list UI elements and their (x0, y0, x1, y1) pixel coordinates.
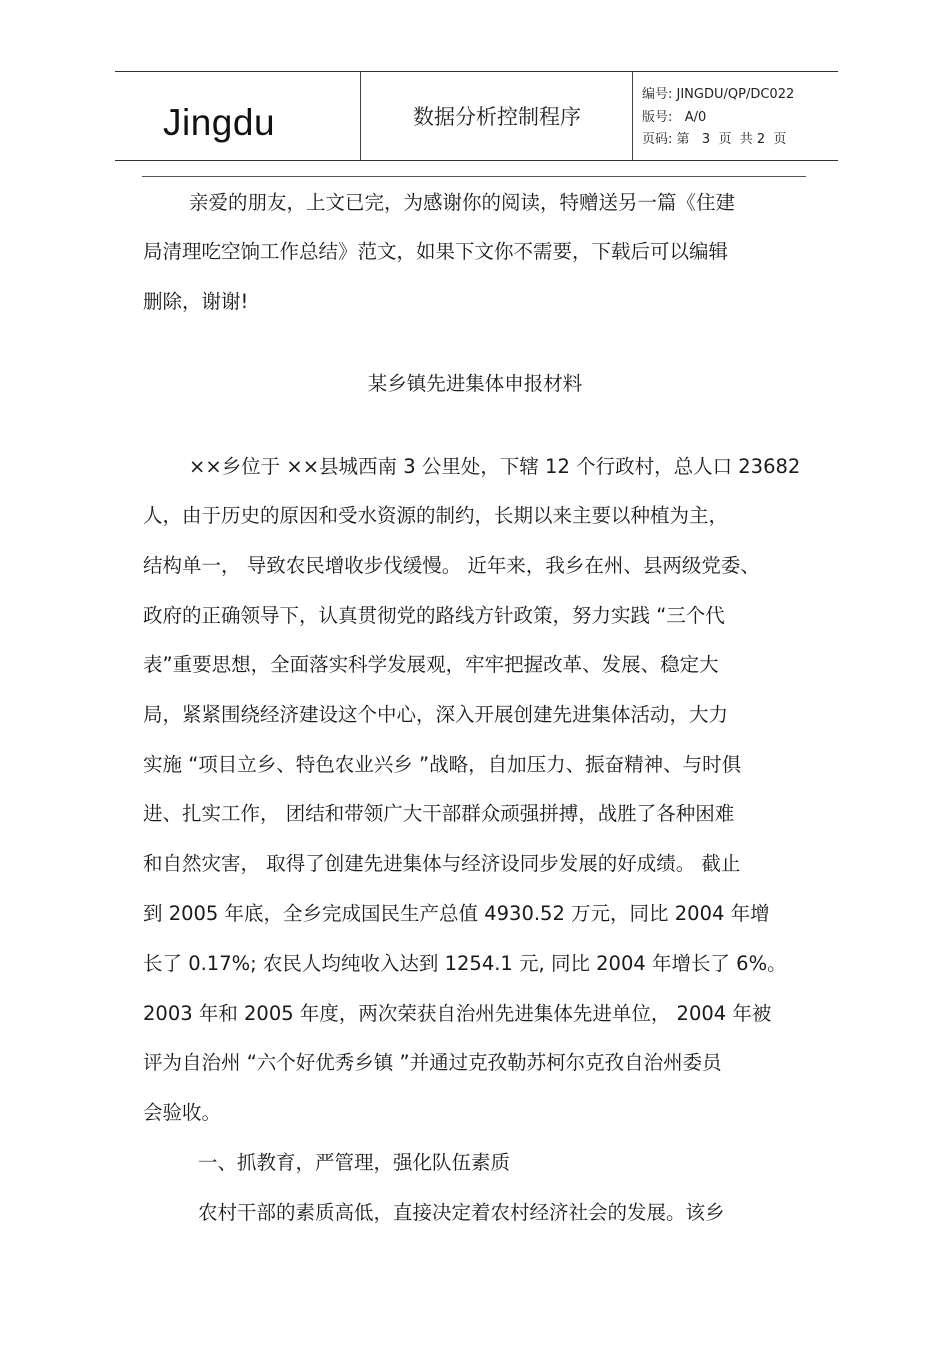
header-divider (142, 176, 806, 177)
body-line: 表”重要思想，全面落实科学发展观，牢牢把握改革、发展、稳定大 (143, 653, 719, 676)
body-line: 农村干部的素质高低，直接决定着农村经济社会的发展。该乡 (198, 1201, 725, 1224)
body-line: 人，由于历史的原因和受水资源的制约，长期以来主要以种植为主， (143, 504, 729, 527)
body-line: ××乡位于 ××县城西南 3 公里处，下辖 12 个行政村，总人口 23682 (189, 455, 801, 478)
body-line: 结构单一， 导致农民增收步伐缓慢。 近年来，我乡在州、县两级党委、 (143, 554, 760, 577)
body-line: 和自然灾害， 取得了创建先进集体与经济设同步发展的好成绩。 截止 (143, 852, 741, 875)
article-title: 某乡镇先进集体申报材料 (367, 372, 583, 395)
document-version: 版号: A/0 (642, 110, 707, 125)
intro-line: 局清理吃空饷工作总结》范文，如果下文你不需要，下载后可以编辑 (143, 240, 729, 263)
body-line: 评为自治州 “六个好优秀乡镇 ”并通过克孜勒苏柯尔克孜自治州委员 (143, 1051, 722, 1074)
body-line: 实施 “项目立乡、特色农业兴乡 ”战略，自加压力、振奋精神、与时俱 (143, 753, 742, 776)
header-title-cell (360, 72, 633, 160)
header-table (115, 71, 838, 161)
header-meta-cell (632, 72, 838, 160)
page-number: 页码: 第 3 页 共 2 页 (642, 132, 787, 147)
document-code: 编号: JINGDU/QP/DC022 (642, 87, 795, 102)
body-line: 进、扎实工作， 团结和带领广大干部群众顽强拼搏，战胜了各种困难 (143, 802, 735, 825)
body-line: 长了 0.17%; 农民人均纯收入达到 1254.1 元, 同比 2004 年增长了 6%。 (143, 952, 787, 975)
intro-line: 删除，谢谢! (143, 290, 249, 313)
company-logo: Jingdu (163, 102, 276, 143)
body-line: 到 2005 年底，全乡完成国民生产总值 4930.52 万元，同比 2004 年增 (143, 902, 770, 925)
document-title: 数据分析控制程序 (413, 105, 581, 129)
header-logo-cell (115, 72, 360, 160)
body-line: 2003 年和 2005 年度，两次荣获自治州先进集体先进单位， 2004 年被 (143, 1002, 772, 1025)
intro-line: 亲爱的朋友，上文已完，为感谢你的阅读，特赠送另一篇《住建 (189, 191, 736, 214)
body-line: 政府的正确领导下，认真贯彻党的路线方针政策，努力实践 “三个代 (143, 604, 725, 627)
section-heading: 一、抓教育，严管理，强化队伍素质 (198, 1151, 511, 1174)
body-line: 局，紧紧围绕经济建设这个中心，深入开展创建先进集体活动，大力 (143, 703, 729, 726)
body-line: 会验收。 (143, 1101, 222, 1124)
